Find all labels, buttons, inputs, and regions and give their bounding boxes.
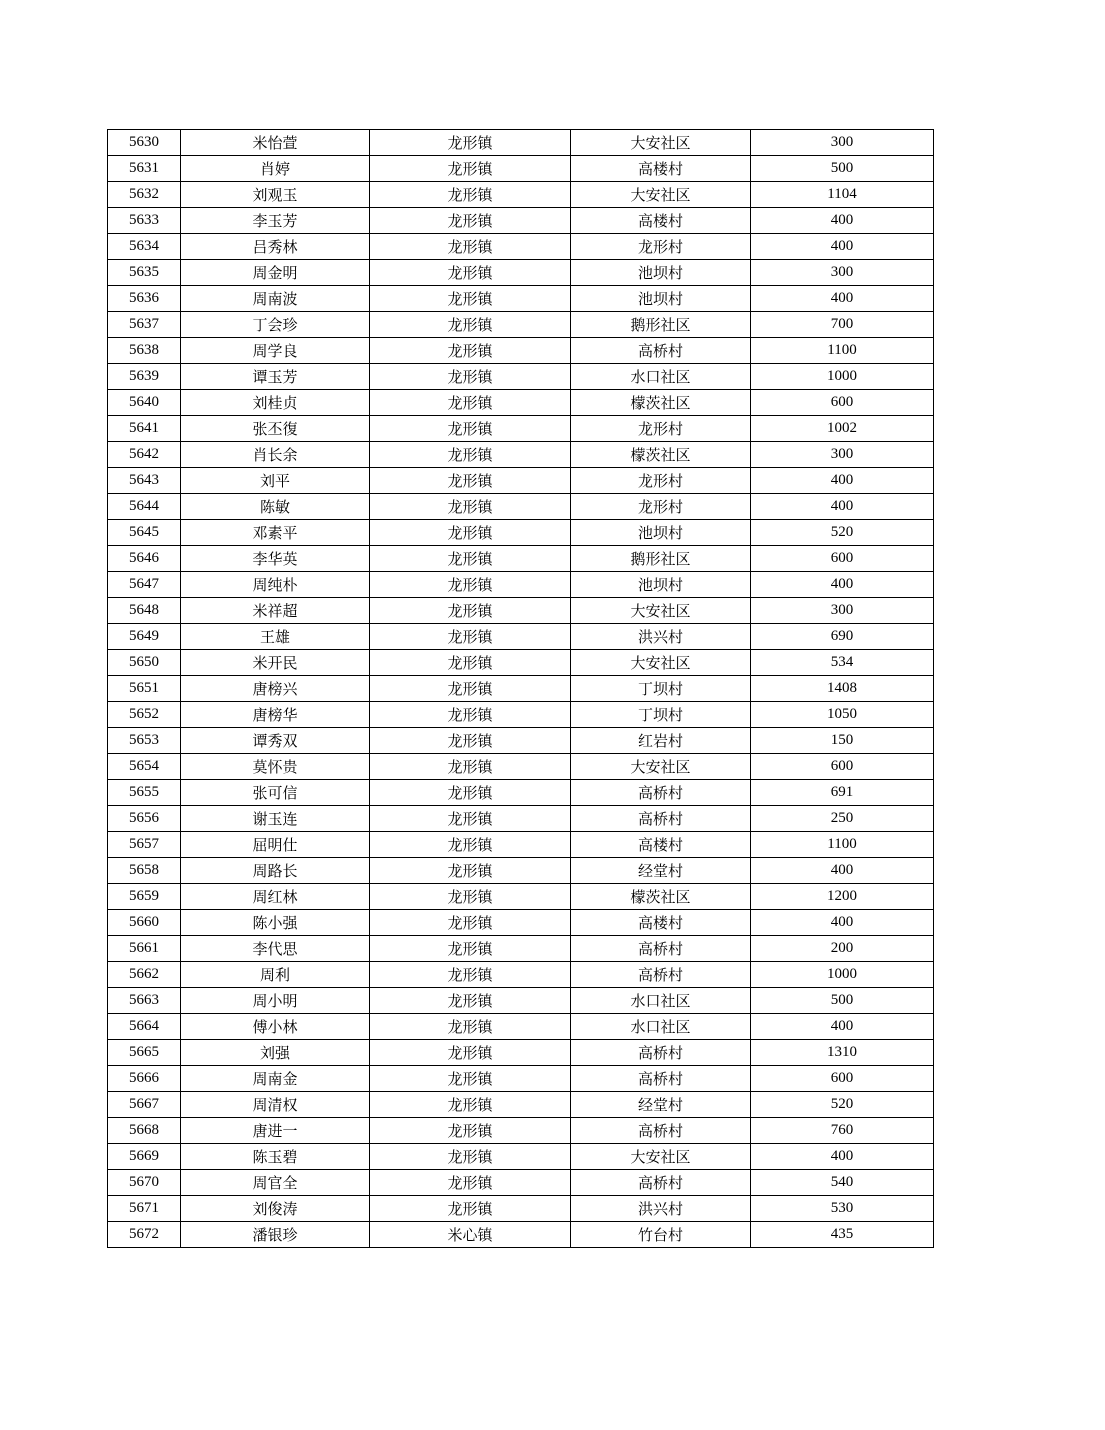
cell-id: 5641 [108,416,181,442]
cell-town: 龙形镇 [370,624,571,650]
cell-village: 洪兴村 [571,1196,751,1222]
cell-village: 檬茨社区 [571,442,751,468]
cell-village: 高楼村 [571,208,751,234]
cell-town: 龙形镇 [370,728,571,754]
table-row [108,494,934,520]
cell-amount: 400 [751,286,934,312]
table-row [108,1092,934,1118]
table-row [108,832,934,858]
cell-village: 水口社区 [571,364,751,390]
cell-amount: 530 [751,1196,934,1222]
cell-town: 龙形镇 [370,468,571,494]
cell-id: 5648 [108,598,181,624]
cell-town: 龙形镇 [370,650,571,676]
cell-village: 大安社区 [571,1144,751,1170]
cell-name: 周金明 [181,260,370,286]
cell-village: 高桥村 [571,1118,751,1144]
cell-id: 5672 [108,1222,181,1248]
cell-name: 刘俊涛 [181,1196,370,1222]
cell-id: 5650 [108,650,181,676]
table-body [108,130,934,1248]
table-row [108,442,934,468]
cell-village: 高桥村 [571,1066,751,1092]
cell-village: 龙形村 [571,468,751,494]
cell-village: 大安社区 [571,650,751,676]
cell-village: 池坝村 [571,520,751,546]
table-row [108,988,934,1014]
cell-name: 周利 [181,962,370,988]
table-row [108,1170,934,1196]
cell-amount: 600 [751,390,934,416]
table-row [108,1014,934,1040]
cell-town: 龙形镇 [370,156,571,182]
cell-id: 5647 [108,572,181,598]
cell-id: 5657 [108,832,181,858]
cell-village: 丁坝村 [571,702,751,728]
cell-amount: 500 [751,156,934,182]
cell-village: 水口社区 [571,1014,751,1040]
cell-id: 5660 [108,910,181,936]
cell-name: 米祥超 [181,598,370,624]
cell-village: 红岩村 [571,728,751,754]
table-row [108,884,934,910]
cell-village: 高楼村 [571,156,751,182]
cell-id: 5665 [108,1040,181,1066]
cell-id: 5652 [108,702,181,728]
cell-id: 5636 [108,286,181,312]
cell-name: 唐榜兴 [181,676,370,702]
cell-amount: 520 [751,1092,934,1118]
cell-amount: 300 [751,260,934,286]
cell-id: 5670 [108,1170,181,1196]
cell-town: 龙形镇 [370,676,571,702]
cell-name: 张可信 [181,780,370,806]
table-row [108,598,934,624]
cell-name: 周纯朴 [181,572,370,598]
cell-town: 龙形镇 [370,702,571,728]
cell-name: 潘银珍 [181,1222,370,1248]
cell-name: 刘观玉 [181,182,370,208]
cell-town: 龙形镇 [370,364,571,390]
cell-town: 龙形镇 [370,858,571,884]
cell-amount: 1100 [751,832,934,858]
cell-name: 吕秀林 [181,234,370,260]
cell-amount: 700 [751,312,934,338]
table-row [108,780,934,806]
cell-amount: 200 [751,936,934,962]
cell-amount: 691 [751,780,934,806]
table-row [108,1118,934,1144]
table-row [108,1222,934,1248]
cell-name: 邓素平 [181,520,370,546]
cell-town: 龙形镇 [370,1196,571,1222]
cell-id: 5667 [108,1092,181,1118]
cell-town: 龙形镇 [370,1092,571,1118]
cell-id: 5671 [108,1196,181,1222]
cell-name: 张丕復 [181,416,370,442]
cell-name: 莫怀贵 [181,754,370,780]
cell-amount: 534 [751,650,934,676]
cell-id: 5632 [108,182,181,208]
cell-id: 5653 [108,728,181,754]
cell-name: 傅小林 [181,1014,370,1040]
cell-village: 高楼村 [571,910,751,936]
table-row [108,390,934,416]
cell-town: 龙形镇 [370,208,571,234]
cell-amount: 600 [751,754,934,780]
cell-id: 5663 [108,988,181,1014]
cell-town: 龙形镇 [370,988,571,1014]
cell-village: 檬茨社区 [571,390,751,416]
cell-id: 5669 [108,1144,181,1170]
cell-id: 5658 [108,858,181,884]
cell-village: 高桥村 [571,936,751,962]
cell-town: 龙形镇 [370,312,571,338]
cell-id: 5662 [108,962,181,988]
cell-id: 5630 [108,130,181,156]
cell-amount: 1100 [751,338,934,364]
cell-name: 周学良 [181,338,370,364]
table-row [108,910,934,936]
table-row [108,702,934,728]
cell-amount: 1000 [751,962,934,988]
cell-town: 龙形镇 [370,416,571,442]
cell-town: 龙形镇 [370,1144,571,1170]
cell-town: 龙形镇 [370,806,571,832]
cell-town: 龙形镇 [370,1066,571,1092]
cell-village: 高桥村 [571,1040,751,1066]
table-row [108,650,934,676]
table-row [108,728,934,754]
cell-amount: 1200 [751,884,934,910]
table-row [108,338,934,364]
cell-id: 5656 [108,806,181,832]
cell-village: 大安社区 [571,182,751,208]
table-row [108,1196,934,1222]
cell-amount: 400 [751,858,934,884]
cell-town: 龙形镇 [370,338,571,364]
table-row [108,520,934,546]
cell-id: 5639 [108,364,181,390]
cell-village: 洪兴村 [571,624,751,650]
cell-amount: 300 [751,598,934,624]
cell-id: 5655 [108,780,181,806]
cell-amount: 520 [751,520,934,546]
cell-village: 高桥村 [571,1170,751,1196]
cell-id: 5642 [108,442,181,468]
cell-id: 5645 [108,520,181,546]
cell-name: 屈明仕 [181,832,370,858]
cell-village: 鹅形社区 [571,546,751,572]
table-row [108,624,934,650]
cell-amount: 400 [751,572,934,598]
cell-village: 大安社区 [571,130,751,156]
cell-name: 米开民 [181,650,370,676]
cell-town: 龙形镇 [370,1170,571,1196]
table-row [108,962,934,988]
cell-amount: 300 [751,130,934,156]
cell-name: 谢玉连 [181,806,370,832]
cell-name: 丁会珍 [181,312,370,338]
cell-id: 5668 [108,1118,181,1144]
cell-name: 陈敏 [181,494,370,520]
cell-name: 周小明 [181,988,370,1014]
cell-name: 周路长 [181,858,370,884]
cell-name: 米怡萱 [181,130,370,156]
cell-town: 龙形镇 [370,754,571,780]
cell-amount: 400 [751,1144,934,1170]
cell-village: 经堂村 [571,1092,751,1118]
cell-id: 5661 [108,936,181,962]
cell-name: 王雄 [181,624,370,650]
table-row [108,1144,934,1170]
cell-name: 周红林 [181,884,370,910]
cell-amount: 400 [751,494,934,520]
table-row [108,468,934,494]
cell-id: 5640 [108,390,181,416]
cell-amount: 1310 [751,1040,934,1066]
cell-amount: 1408 [751,676,934,702]
cell-village: 檬茨社区 [571,884,751,910]
cell-town: 龙形镇 [370,572,571,598]
cell-name: 周清权 [181,1092,370,1118]
cell-amount: 1104 [751,182,934,208]
cell-id: 5659 [108,884,181,910]
cell-amount: 600 [751,1066,934,1092]
cell-amount: 400 [751,468,934,494]
cell-amount: 150 [751,728,934,754]
cell-name: 肖婷 [181,156,370,182]
cell-name: 李华英 [181,546,370,572]
cell-id: 5654 [108,754,181,780]
cell-town: 龙形镇 [370,520,571,546]
cell-id: 5651 [108,676,181,702]
cell-town: 龙形镇 [370,546,571,572]
cell-name: 谭玉芳 [181,364,370,390]
cell-amount: 435 [751,1222,934,1248]
cell-amount: 250 [751,806,934,832]
cell-village: 大安社区 [571,754,751,780]
table-row [108,364,934,390]
cell-town: 龙形镇 [370,494,571,520]
table-row [108,1040,934,1066]
cell-village: 龙形村 [571,494,751,520]
cell-id: 5644 [108,494,181,520]
cell-name: 李玉芳 [181,208,370,234]
cell-name: 肖长余 [181,442,370,468]
cell-village: 池坝村 [571,260,751,286]
cell-amount: 400 [751,234,934,260]
cell-town: 龙形镇 [370,832,571,858]
table-row [108,676,934,702]
cell-village: 经堂村 [571,858,751,884]
cell-village: 高桥村 [571,806,751,832]
cell-id: 5666 [108,1066,181,1092]
table-row [108,234,934,260]
cell-id: 5664 [108,1014,181,1040]
cell-id: 5633 [108,208,181,234]
cell-town: 龙形镇 [370,962,571,988]
table-row [108,260,934,286]
table-row [108,858,934,884]
cell-village: 池坝村 [571,572,751,598]
cell-name: 谭秀双 [181,728,370,754]
cell-town: 龙形镇 [370,780,571,806]
cell-village: 丁坝村 [571,676,751,702]
cell-town: 龙形镇 [370,234,571,260]
cell-town: 米心镇 [370,1222,571,1248]
table-row [108,416,934,442]
cell-id: 5637 [108,312,181,338]
cell-village: 高桥村 [571,962,751,988]
cell-village: 鹅形社区 [571,312,751,338]
cell-id: 5635 [108,260,181,286]
cell-id: 5649 [108,624,181,650]
table-row [108,312,934,338]
cell-town: 龙形镇 [370,182,571,208]
cell-village: 高桥村 [571,338,751,364]
cell-amount: 400 [751,208,934,234]
cell-id: 5638 [108,338,181,364]
cell-name: 李代思 [181,936,370,962]
cell-town: 龙形镇 [370,910,571,936]
cell-name: 刘桂贞 [181,390,370,416]
cell-amount: 300 [751,442,934,468]
table-row [108,156,934,182]
cell-village: 竹台村 [571,1222,751,1248]
cell-village: 大安社区 [571,598,751,624]
table-row [108,208,934,234]
cell-village: 龙形村 [571,234,751,260]
cell-name: 陈玉碧 [181,1144,370,1170]
cell-name: 刘强 [181,1040,370,1066]
cell-id: 5631 [108,156,181,182]
cell-town: 龙形镇 [370,286,571,312]
cell-village: 高楼村 [571,832,751,858]
cell-name: 周南金 [181,1066,370,1092]
cell-amount: 400 [751,910,934,936]
cell-town: 龙形镇 [370,442,571,468]
table-row [108,182,934,208]
cell-id: 5643 [108,468,181,494]
cell-town: 龙形镇 [370,260,571,286]
cell-amount: 1050 [751,702,934,728]
cell-name: 刘平 [181,468,370,494]
cell-amount: 760 [751,1118,934,1144]
cell-amount: 1002 [751,416,934,442]
table-row [108,936,934,962]
cell-amount: 400 [751,1014,934,1040]
cell-amount: 690 [751,624,934,650]
cell-village: 水口社区 [571,988,751,1014]
cell-id: 5634 [108,234,181,260]
data-table [107,129,934,1248]
cell-town: 龙形镇 [370,130,571,156]
cell-town: 龙形镇 [370,1118,571,1144]
cell-amount: 500 [751,988,934,1014]
cell-id: 5646 [108,546,181,572]
cell-amount: 540 [751,1170,934,1196]
cell-amount: 600 [751,546,934,572]
cell-name: 周南波 [181,286,370,312]
table-row [108,130,934,156]
table-row [108,1066,934,1092]
table-row [108,286,934,312]
cell-town: 龙形镇 [370,1040,571,1066]
cell-name: 唐进一 [181,1118,370,1144]
cell-town: 龙形镇 [370,390,571,416]
cell-name: 陈小强 [181,910,370,936]
cell-amount: 1000 [751,364,934,390]
table-row [108,754,934,780]
cell-village: 池坝村 [571,286,751,312]
cell-name: 唐榜华 [181,702,370,728]
table-row [108,806,934,832]
cell-village: 龙形村 [571,416,751,442]
cell-name: 周官全 [181,1170,370,1196]
table-row [108,546,934,572]
cell-town: 龙形镇 [370,884,571,910]
cell-town: 龙形镇 [370,936,571,962]
cell-town: 龙形镇 [370,1014,571,1040]
cell-town: 龙形镇 [370,598,571,624]
cell-village: 高桥村 [571,780,751,806]
table-row [108,572,934,598]
